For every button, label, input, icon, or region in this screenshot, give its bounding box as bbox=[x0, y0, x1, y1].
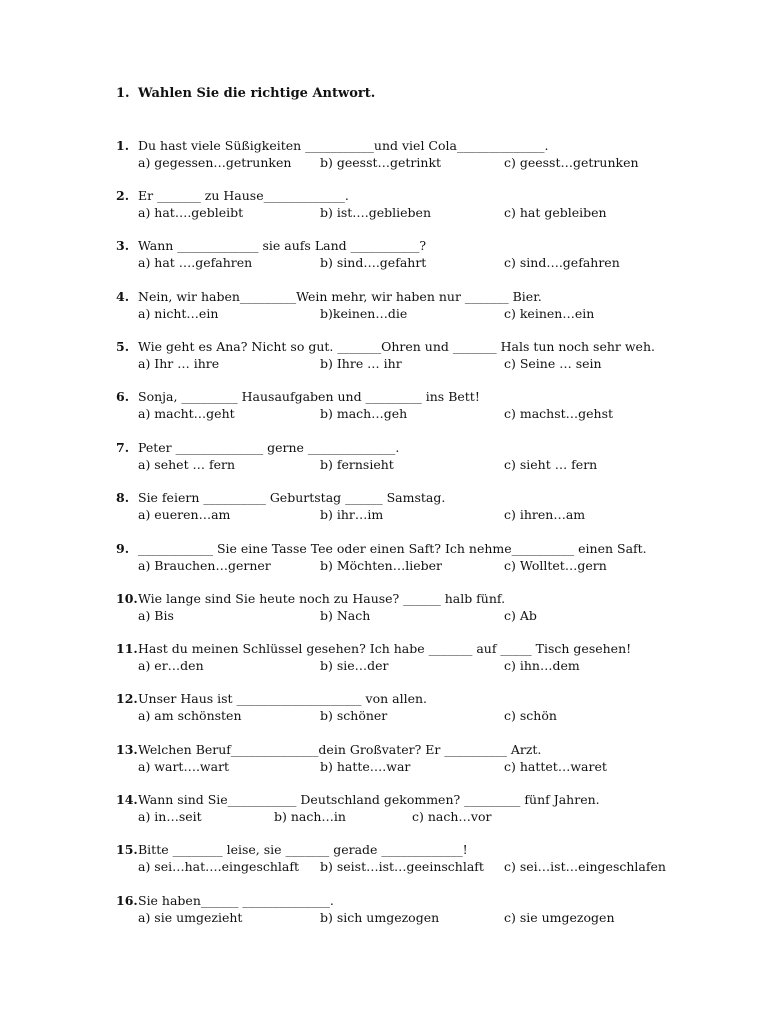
option-b: b) seist…ist…geeinschlaft bbox=[320, 859, 484, 874]
option-c: c) machst…gehst bbox=[504, 406, 614, 421]
answer-options bbox=[116, 808, 716, 825]
option-b: b) Nach bbox=[320, 608, 371, 623]
option-b: b) geesst…getrinkt bbox=[320, 155, 442, 170]
option-c: c) sei…ist…eingeschlafen bbox=[504, 859, 666, 874]
option-c: c) Seine … sein bbox=[504, 356, 602, 371]
option-c: c) keinen…ein bbox=[504, 306, 595, 321]
question-number: 10. bbox=[116, 591, 138, 606]
question-item bbox=[116, 741, 716, 775]
question-line bbox=[116, 540, 716, 557]
question-text: Wann sind Sie___________ Deutschland gekommen? _________ fünf Jahren. bbox=[138, 792, 600, 807]
option-a: a) hat….gebleibt bbox=[138, 205, 244, 220]
option-a: a) sie umgezieht bbox=[138, 910, 243, 925]
question-item bbox=[116, 388, 716, 422]
question-text: Wann _____________ sie aufs Land ___________? bbox=[138, 238, 427, 253]
question-number: 1. bbox=[116, 138, 130, 153]
question-text: Wie lange sind Sie heute noch zu Hause? ______ halb fünf. bbox=[138, 591, 506, 606]
option-c: c) Ab bbox=[504, 608, 537, 623]
question-item bbox=[116, 841, 716, 875]
question-item bbox=[116, 590, 716, 624]
answer-options bbox=[116, 607, 716, 624]
option-a: a) sehet … fern bbox=[138, 457, 236, 472]
answer-options bbox=[116, 305, 716, 322]
question-number: 7. bbox=[116, 440, 130, 455]
option-c: c) sind….gefahren bbox=[504, 255, 620, 270]
option-b: b) fernsieht bbox=[320, 457, 394, 472]
option-b: b) sich umgezogen bbox=[320, 910, 440, 925]
option-a: a) hat ….gefahren bbox=[138, 255, 253, 270]
option-c: c) ihren…am bbox=[504, 507, 586, 522]
question-line bbox=[116, 741, 716, 758]
option-b: b) mach…geh bbox=[320, 406, 408, 421]
question-line bbox=[116, 137, 716, 154]
question-item bbox=[116, 540, 716, 574]
question-line bbox=[116, 690, 716, 707]
question-text: Wie geht es Ana? Nicht so gut. _______Ohren und _______ Hals tun noch sehr weh. bbox=[138, 339, 655, 354]
option-c: c) Wolltet…gern bbox=[504, 558, 607, 573]
option-a: a) sei…hat….eingeschlaft bbox=[138, 859, 300, 874]
answer-options bbox=[116, 204, 716, 221]
question-number: 3. bbox=[116, 238, 130, 253]
option-b: b) schöner bbox=[320, 708, 388, 723]
question-item bbox=[116, 791, 716, 825]
question-number: 4. bbox=[116, 289, 130, 304]
question-item bbox=[116, 489, 716, 523]
option-a: a) gegessen…getrunken bbox=[138, 155, 292, 170]
option-c: c) schön bbox=[504, 708, 557, 723]
answer-options bbox=[116, 254, 716, 271]
question-line bbox=[116, 237, 716, 254]
answer-options bbox=[116, 909, 716, 926]
option-a: a) er…den bbox=[138, 658, 204, 673]
question-text: Welchen Beruf______________dein Großvater? Er __________ Arzt. bbox=[138, 742, 542, 757]
exercise-heading bbox=[116, 86, 375, 101]
question-text: Bitte ________ leise, sie _______ gerade _____________! bbox=[138, 842, 468, 857]
option-c: c) hattet…waret bbox=[504, 759, 607, 774]
question-item bbox=[116, 439, 716, 473]
question-number: 9. bbox=[116, 541, 130, 556]
option-b: b) Möchten…lieber bbox=[320, 558, 442, 573]
answer-options bbox=[116, 758, 716, 775]
question-text: Du hast viele Süßigkeiten ___________und viel Cola______________. bbox=[138, 138, 549, 153]
question-line bbox=[116, 841, 716, 858]
question-item bbox=[116, 288, 716, 322]
option-c: c) nach…vor bbox=[412, 809, 492, 824]
option-a: a) Bis bbox=[138, 608, 174, 623]
option-a: a) in…seit bbox=[138, 809, 202, 824]
question-text: Hast du meinen Schlüssel gesehen? Ich habe _______ auf _____ Tisch gesehen! bbox=[138, 641, 632, 656]
answer-options bbox=[116, 557, 716, 574]
question-text: Peter ______________ gerne ______________. bbox=[138, 440, 400, 455]
option-c: c) geesst…getrunken bbox=[504, 155, 639, 170]
option-b: b)keinen…die bbox=[320, 306, 408, 321]
question-number: 14. bbox=[116, 792, 138, 807]
answer-options bbox=[116, 858, 716, 875]
question-item bbox=[116, 137, 716, 171]
question-text: Sie feiern __________ Geburtstag ______ Samstag. bbox=[138, 490, 446, 505]
question-text: Sonja, _________ Hausaufgaben und _________ ins Bett! bbox=[138, 389, 480, 404]
question-line bbox=[116, 590, 716, 607]
question-number: 8. bbox=[116, 490, 130, 505]
heading-number: 1. bbox=[116, 86, 130, 101]
question-item bbox=[116, 640, 716, 674]
question-text: Unser Haus ist ____________________ von allen. bbox=[138, 691, 428, 706]
option-b: b) sind….gefahrt bbox=[320, 255, 427, 270]
question-item bbox=[116, 338, 716, 372]
option-b: b) ihr…im bbox=[320, 507, 384, 522]
question-item bbox=[116, 892, 716, 926]
option-b: b) nach…in bbox=[274, 809, 346, 824]
question-text: Nein, wir haben_________Wein mehr, wir haben nur _______ Bier. bbox=[138, 289, 542, 304]
option-a: a) am schönsten bbox=[138, 708, 242, 723]
option-a: a) macht…geht bbox=[138, 406, 235, 421]
question-number: 6. bbox=[116, 389, 130, 404]
question-number: 2. bbox=[116, 188, 130, 203]
option-b: b) hatte….war bbox=[320, 759, 411, 774]
option-a: a) wart….wart bbox=[138, 759, 230, 774]
question-text: Sie haben______ ______________. bbox=[138, 893, 334, 908]
question-line bbox=[116, 489, 716, 506]
question-number: 12. bbox=[116, 691, 138, 706]
question-line bbox=[116, 288, 716, 305]
question-item bbox=[116, 237, 716, 271]
option-a: a) nicht…ein bbox=[138, 306, 219, 321]
option-c: c) hat gebleiben bbox=[504, 205, 607, 220]
question-line bbox=[116, 892, 716, 909]
question-line bbox=[116, 640, 716, 657]
question-text: ____________ Sie eine Tasse Tee oder einen Saft? Ich nehme__________ einen Saft. bbox=[138, 541, 647, 556]
answer-options bbox=[116, 707, 716, 724]
question-number: 15. bbox=[116, 842, 138, 857]
option-a: a) Brauchen…gerner bbox=[138, 558, 271, 573]
question-number: 11. bbox=[116, 641, 138, 656]
answer-options bbox=[116, 154, 716, 171]
answer-options bbox=[116, 355, 716, 372]
question-number: 13. bbox=[116, 742, 138, 757]
option-b: b) ist….geblieben bbox=[320, 205, 432, 220]
answer-options bbox=[116, 657, 716, 674]
heading-text: Wahlen Sie die richtige Antwort. bbox=[138, 86, 376, 101]
option-c: c) sieht … fern bbox=[504, 457, 598, 472]
option-c: c) ihn…dem bbox=[504, 658, 580, 673]
question-line bbox=[116, 187, 716, 204]
option-a: a) Ihr … ihre bbox=[138, 356, 220, 371]
answer-options bbox=[116, 506, 716, 523]
option-b: b) Ihre … ihr bbox=[320, 356, 402, 371]
question-item bbox=[116, 187, 716, 221]
question-line bbox=[116, 791, 716, 808]
answer-options bbox=[116, 456, 716, 473]
question-text: Er _______ zu Hause_____________. bbox=[138, 188, 349, 203]
question-number: 5. bbox=[116, 339, 130, 354]
question-line bbox=[116, 388, 716, 405]
question-line bbox=[116, 338, 716, 355]
question-item bbox=[116, 690, 716, 724]
option-a: a) eueren…am bbox=[138, 507, 231, 522]
option-c: c) sie umgezogen bbox=[504, 910, 615, 925]
question-number: 16. bbox=[116, 893, 138, 908]
option-b: b) sie…der bbox=[320, 658, 389, 673]
answer-options bbox=[116, 405, 716, 422]
question-line bbox=[116, 439, 716, 456]
